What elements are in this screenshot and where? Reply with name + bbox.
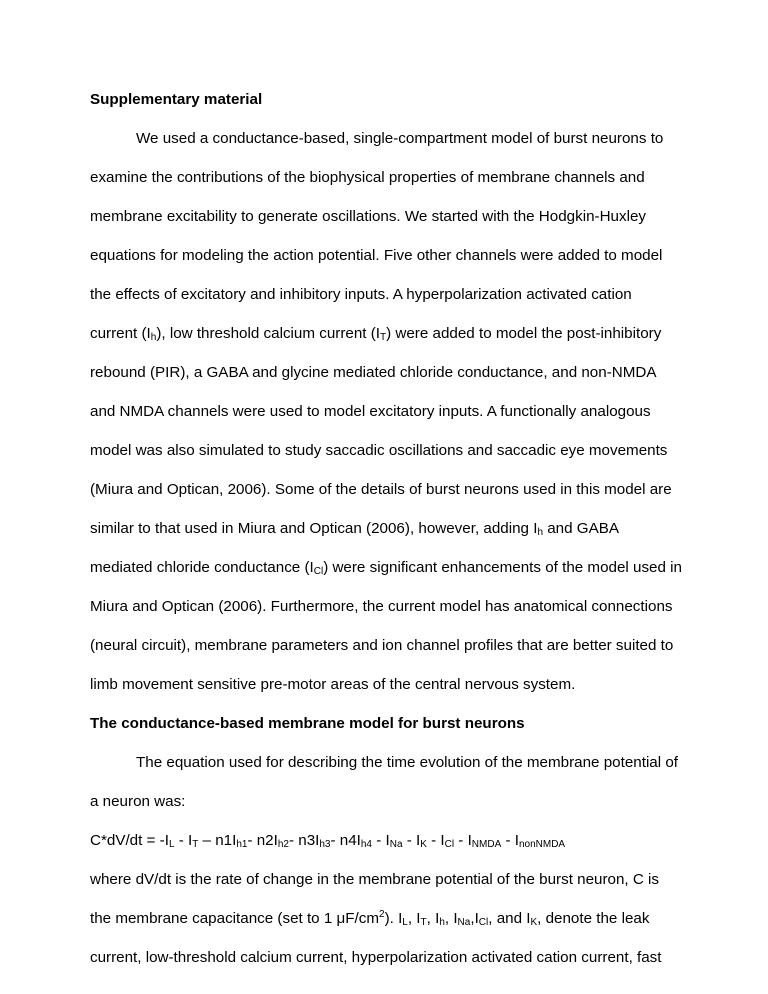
eq-term: – n1I	[198, 832, 237, 849]
text-segment: , I	[426, 910, 440, 927]
subscript: L	[168, 839, 175, 850]
paragraph-1-line-5: the effects of excitatory and inhibitory inputs. A hyperpolarization activated cation	[90, 286, 632, 303]
paragraph-1-line-6	[90, 324, 661, 344]
text-segment: ) were added to model the post-inhibitory	[386, 325, 662, 342]
paragraph-1-line-4: equations for modeling the action potential. Five other channels were added to model	[90, 247, 663, 264]
paragraph-1-line-14: (neural circuit), membrane parameters and ion channel profiles that are better suited to	[90, 637, 674, 654]
subscript: h	[439, 917, 445, 928]
subscript: NMDA	[471, 839, 502, 850]
eq-term: - n4I	[330, 832, 361, 849]
superscript: 2	[379, 909, 385, 920]
paragraph-2-line-2: a neuron was:	[90, 793, 186, 810]
eq-term: - I	[454, 832, 472, 849]
text-segment: ) were significant enhancements of the model used in	[323, 559, 682, 576]
subscript: Cl	[313, 566, 324, 577]
eq-term: - n2I	[247, 832, 278, 849]
text-segment: , I	[407, 910, 421, 927]
text-segment: current (I	[90, 325, 151, 342]
text-segment: ,I	[470, 910, 479, 927]
eq-term: - I	[426, 832, 445, 849]
paragraph-1-line-9: model was also simulated to study saccadic oscillations and saccadic eye movements	[90, 442, 668, 459]
paragraph-3-line-3: current, low-threshold calcium current, hyperpolarization activated cation current, fast	[90, 949, 662, 966]
paragraph-3-line-2	[90, 909, 649, 929]
subscript: Na	[389, 839, 403, 850]
text-segment: , and I	[488, 910, 531, 927]
paragraph-1-line-1: We used a conductance-based, single-compartment model of burst neurons to	[136, 130, 664, 147]
heading-supplementary: Supplementary material	[90, 91, 263, 108]
eq-term: C*dV/dt = -I	[90, 832, 169, 849]
subscript: nonNMDA	[518, 839, 566, 850]
subscript: K	[420, 839, 427, 850]
subscript: L	[402, 917, 408, 928]
text-segment: and GABA	[543, 520, 619, 537]
paragraph-1-line-15: limb movement sensitive pre-motor areas of the central nervous system.	[90, 676, 576, 693]
subscript: h1	[236, 839, 248, 850]
paragraph-1-line-2: examine the contributions of the biophysical properties of membrane channels and	[90, 169, 645, 186]
paragraph-1-line-11	[90, 519, 619, 539]
text-segment: , denote the leak	[537, 910, 650, 927]
paragraph-1-line-12	[90, 558, 682, 578]
text-segment: the membrane capacitance (set to 1 μF/cm	[90, 910, 380, 927]
subscript: Na	[457, 917, 471, 928]
subscript: Cl	[478, 917, 489, 928]
eq-term: - n3I	[288, 832, 320, 849]
subscript: h3	[319, 839, 331, 850]
paragraph-1-line-8: and NMDA channels were used to model excitatory inputs. A functionally analogous	[90, 403, 651, 420]
subscript: T	[192, 839, 199, 850]
paragraph-1-line-3: membrane excitability to generate oscillations. We started with the Hodgkin-Huxley	[90, 208, 647, 225]
eq-term: - I	[501, 832, 519, 849]
subscript: h2	[277, 839, 289, 850]
paragraph-1-line-13: Miura and Optican (2006). Furthermore, the current model has anatomical connections	[90, 598, 673, 615]
text-segment: mediated chloride conductance (I	[90, 559, 314, 576]
paragraph-3-line-1: where dV/dt is the rate of change in the membrane potential of the burst neuron, C is	[90, 871, 660, 888]
subscript: T	[420, 917, 427, 928]
subscript: h	[150, 332, 157, 343]
section-heading: The conductance-based membrane model for burst neurons	[90, 715, 525, 732]
text-segment: , I	[444, 910, 458, 927]
subscript: K	[530, 917, 538, 928]
subscript: h	[537, 527, 543, 538]
paragraph-1-line-10: (Miura and Optican, 2006). Some of the details of burst neurons used in this model are	[90, 481, 672, 498]
paragraph-1-line-7: rebound (PIR), a GABA and glycine mediated chloride conductance, and non-NMDA	[90, 364, 657, 381]
paragraph-2-line-1: The equation used for describing the time evolution of the membrane potential of	[136, 754, 679, 771]
text-segment: ). I	[384, 910, 403, 927]
eq-term: - I	[174, 832, 193, 849]
subscript: T	[380, 332, 387, 343]
subscript: h4	[360, 839, 372, 850]
text-segment: ), low threshold calcium current (I	[156, 325, 380, 342]
subscript: Cl	[444, 839, 455, 850]
eq-term: - I	[372, 832, 390, 849]
text-segment: similar to that used in Miura and Optican (2006), however, adding I	[90, 520, 538, 537]
eq-term: - I	[402, 832, 421, 849]
membrane-equation	[90, 831, 565, 851]
